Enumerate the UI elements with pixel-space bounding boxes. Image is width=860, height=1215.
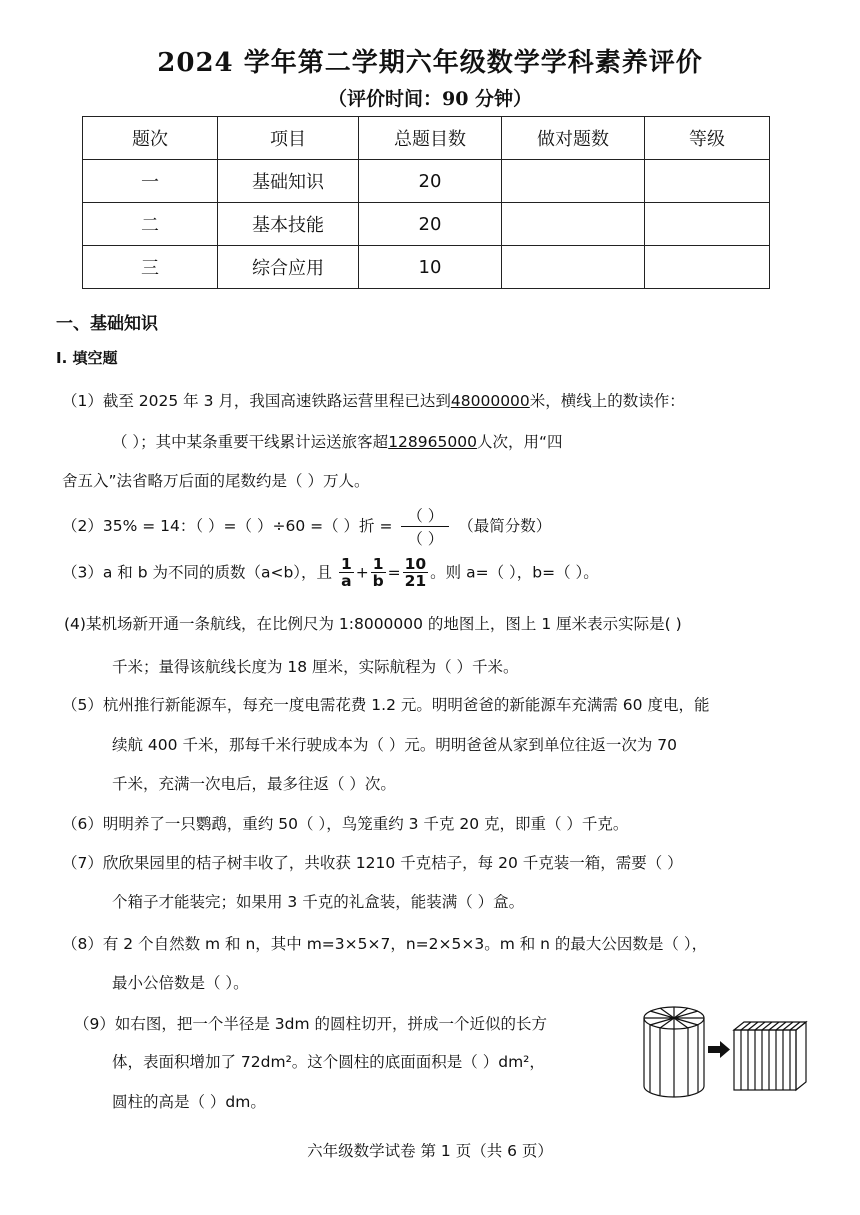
question-4-line-2: 千米；量得该航线长度为 18 厘米，实际航程为（ ）千米。	[112, 658, 519, 676]
question-7-line-2: 个箱子才能装完；如果用 3 千克的礼盒装，能装满（ ）盒。	[112, 893, 525, 911]
table-cell	[645, 160, 770, 203]
table-cell	[502, 160, 645, 203]
table-cell: 20	[359, 203, 502, 246]
table-cell	[502, 203, 645, 246]
question-1-line-2: （ ）；其中某条重要干线累计运送旅客超128965000人次，用“四	[112, 433, 563, 451]
fraction: $\frac{10}{21}$	[404, 555, 427, 591]
table-cell: 基础知识	[218, 160, 359, 203]
table-cell	[645, 246, 770, 289]
table-cell	[645, 203, 770, 246]
table-header-cell: 等级	[645, 117, 770, 160]
page-footer: 六年级数学试卷 第 1 页（共 6 页）	[307, 1142, 553, 1160]
question-9-line-3: 圆柱的高是（ ）dm。	[112, 1093, 266, 1111]
question-5-line-1: （5）杭州推行新能源车，每充一度电需花费 1.2 元。明明爸爸的新能源车充满需 60 度电，能	[62, 696, 710, 714]
question-5-line-3: 千米，充满一次电后，最多往返（ ）次。	[112, 775, 396, 793]
table-header-row	[83, 117, 770, 160]
table-cell: 综合应用	[218, 246, 359, 289]
score-table	[82, 116, 770, 289]
table-header-cell: 总题目数	[359, 117, 502, 160]
cuboid-icon	[734, 1022, 806, 1090]
question-9-line-2: 体，表面积增加了 72dm²。这个圆柱的底面面积是（ ）dm²，	[112, 1053, 545, 1071]
table-row	[83, 203, 770, 246]
question-1-line-3: 舍五入”法省略万后面的尾数约是（ ）万人。	[62, 472, 370, 490]
question-3: （3）a 和 b 为不同的质数（a<b），且 $\frac{1}{a}$ + $\frac{1}{b}$ = $\frac{10}{21}$ 。则 a=（ ），b=（ ）。	[62, 555, 599, 591]
table-cell: 基本技能	[218, 203, 359, 246]
table-cell	[502, 246, 645, 289]
exam-title: 2024 学年第二学期六年级数学学科素养评价	[157, 48, 703, 78]
question-8-line-1: （8）有 2 个自然数 m 和 n，其中 m=3×5×7，n=2×5×3。m 和 n 的最大公因数是（ ），	[62, 935, 708, 953]
underlined-number: 48000000	[450, 392, 530, 410]
question-6: （6）明明养了一只鹦鹉，重约 50（ ），鸟笼重约 3 千克 20 克，即重（ ）千克。	[62, 815, 629, 833]
blank-fraction: （ ） （ ）	[401, 504, 449, 549]
exam-subtitle: （评价时间：90 分钟）	[327, 88, 533, 110]
arrow-right-icon	[708, 1041, 730, 1058]
table-header-cell: 项目	[218, 117, 359, 160]
cylinder-icon	[644, 1007, 704, 1097]
question-8-line-2: 最小公倍数是（ ）。	[112, 974, 249, 992]
table-header-cell: 做对题数	[502, 117, 645, 160]
table-row	[83, 246, 770, 289]
table-header-cell: 题次	[83, 117, 218, 160]
question-4-line-1: (4)某机场新开通一条航线，在比例尺为 1:8000000 的地图上，图上 1 厘米表示实际是( )	[64, 615, 682, 633]
fraction: $\frac{1}{b}$	[372, 555, 384, 591]
table-cell: 10	[359, 246, 502, 289]
question-2: （2）35% = 14：（ ）=（ ）÷60 =（ ）折 = （ ） （ ） （最简分数）	[62, 504, 551, 549]
question-7-line-1: （7）欣欣果园里的桔子树丰收了，共收获 1210 千克桔子，每 20 千克装一箱，需要（ ）	[62, 854, 683, 872]
question-9-line-1: （9）如右图，把一个半径是 3dm 的圆柱切开，拼成一个近似的长方	[74, 1015, 548, 1033]
part-heading: I. 填空题	[56, 349, 118, 367]
question-5-line-2: 续航 400 千米，那每千米行驶成本为（ ）元。明明爸爸从家到单位往返一次为 70	[112, 736, 678, 754]
question-1-line-1: （1）截至 2025 年 3 月，我国高速铁路运营里程已达到48000000米，横线上的数读作：	[62, 392, 685, 410]
cylinder-to-cuboid-figure	[640, 996, 810, 1106]
fraction: $\frac{1}{a}$	[341, 555, 352, 591]
table-cell: 三	[83, 246, 218, 289]
section-heading: 一、基础知识	[56, 314, 158, 334]
table-cell: 20	[359, 160, 502, 203]
table-cell: 一	[83, 160, 218, 203]
underlined-number: 128965000	[388, 433, 477, 451]
table-row	[83, 160, 770, 203]
table-cell: 二	[83, 203, 218, 246]
